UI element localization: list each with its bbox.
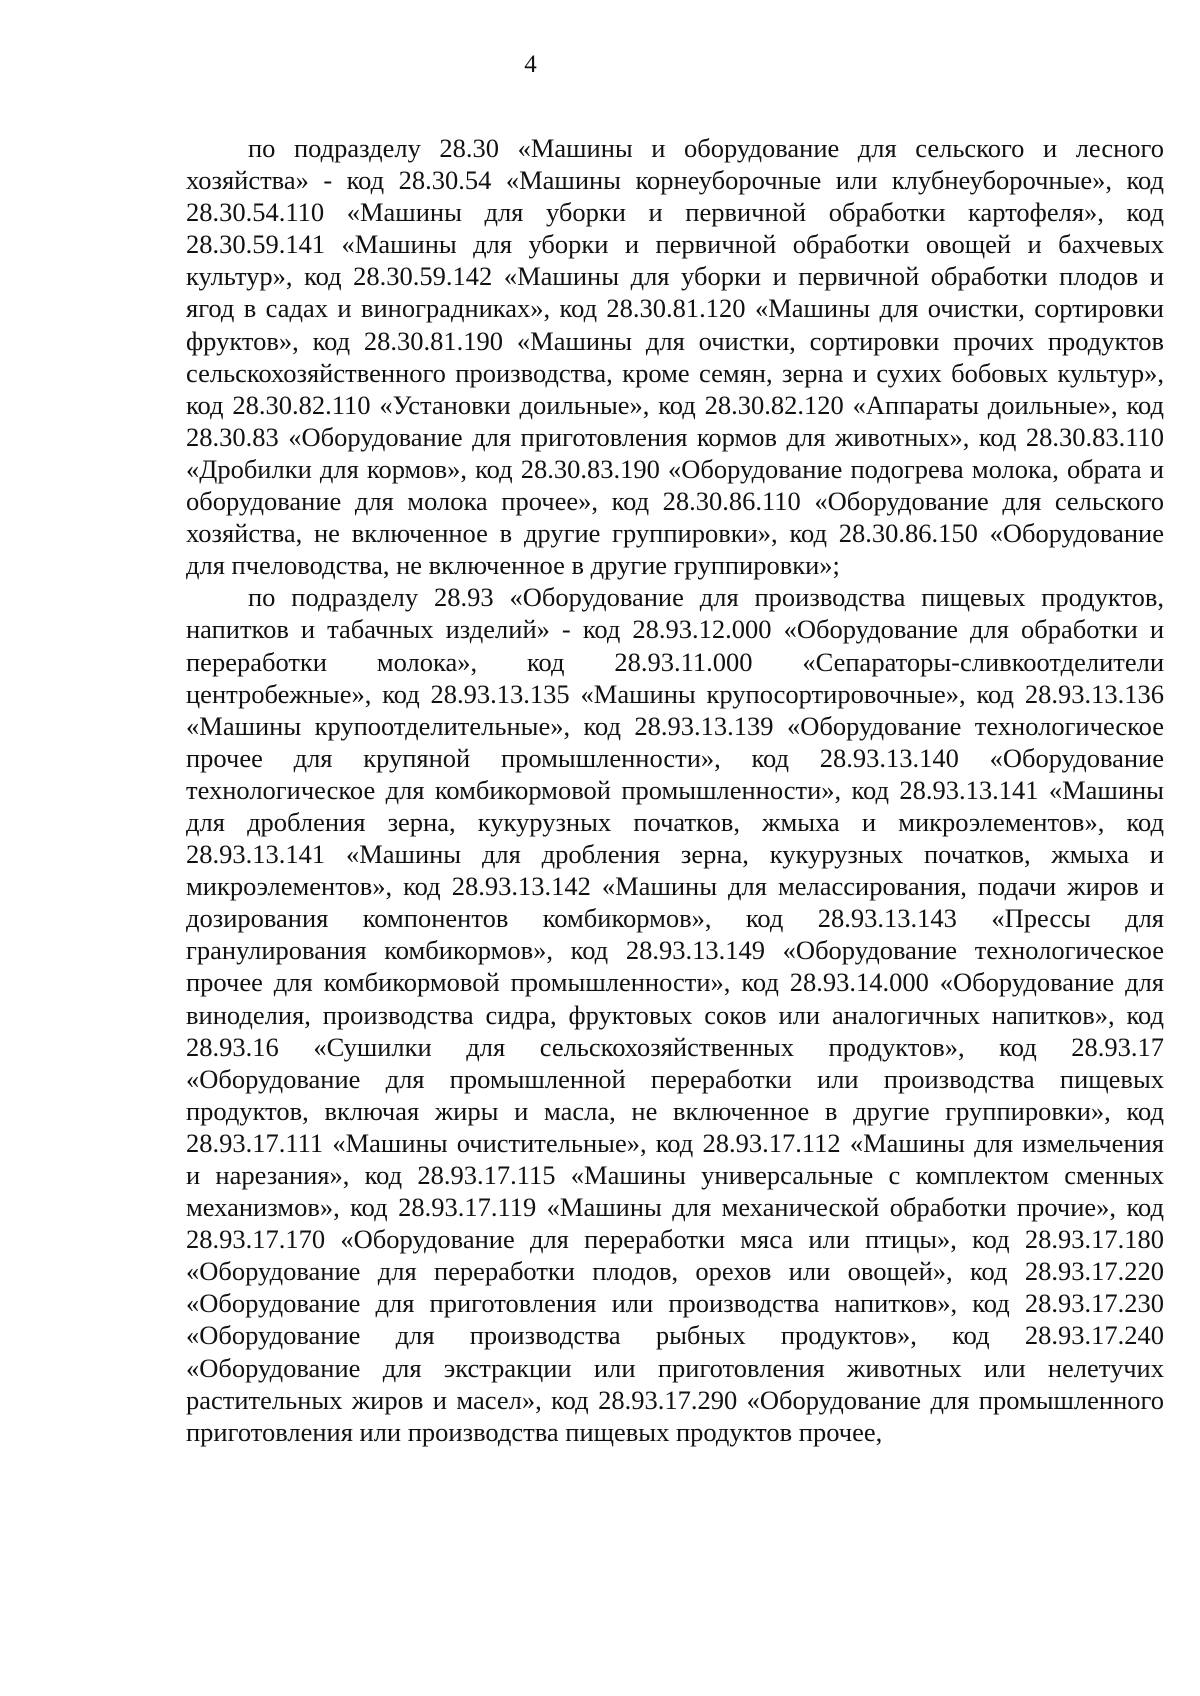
- page-number: 4: [524, 51, 537, 78]
- paragraph-subsection-28-30: по подразделу 28.30 «Машины и оборудование для сельского и лесного хозяйства» - код 28.30.54 «Машины корнеуборочные или клубнеуборочные», код 28.30.54.110 «Машины для уборки и первичной обработки картофеля», код 28.30.59.141 «Машины для уборки и первичной обработки овощей и бахчевых культур», код 28.30.59.142 «Машины для уборки и первичной обработки плодов и ягод в садах и виноградниках», код 28.30.81.120 «Машины для очистки, сортировки фруктов», код 28.30.81.190 «Машины для очистки, сортировки прочих продуктов сельскохозяйственного производства, кроме семян, зерна и сухих бобовых культур», код 28.30.82.110 «Установки доильные», код 28.30.82.120 «Аппараты доильные», код 28.30.83 «Оборудование для приготовления кормов для животных», код 28.30.83.110 «Дробилки для кормов», код 28.30.83.190 «Оборудование подогрева молока, обрата и оборудование для молока прочее», код 28.30.86.110 «Оборудование для сельского хозяйства, не включенное в другие группировки», код 28.30.86.150 «Оборудование для пчеловодства, не включенное в другие группировки»;: [186, 133, 1164, 581]
- paragraph-subsection-28-93: по подразделу 28.93 «Оборудование для производства пищевых продуктов, напитков и табачных изделий» - код 28.93.12.000 «Оборудование для обработки и переработки молока», код 28.93.11.000 «Сепараторы-сливкоотделители центробежные», код 28.93.13.135 «Машины крупосортировочные», код 28.93.13.136 «Машины крупоотделительные», код 28.93.13.139 «Оборудование технологическое прочее для крупяной промышленности», код 28.93.13.140 «Оборудование технологическое для комбикормовой промышленности», код 28.93.13.141 «Машины для дробления зерна, кукурузных початков, жмыха и микроэлементов», код 28.93.13.141 «Машины для дробления зерна, кукурузных початков, жмыха и микроэлементов», код 28.93.13.142 «Машины для мелассирования, подачи жиров и дозирования компонентов комбикормов», код 28.93.13.143 «Прессы для гранулирования комбикормов», код 28.93.13.149 «Оборудование технологическое прочее для комбикормовой промышленности», код 28.93.14.000 «Оборудование для виноделия, производства сидра, фруктовых соков или аналогичных напитков», код 28.93.16 «Сушилки для сельскохозяйственных продуктов», код 28.93.17 «Оборудование для промышленной переработки или производства пищевых продуктов, включая жиры и масла, не включенное в другие группировки», код 28.93.17.111 «Машины очистительные», код 28.93.17.112 «Машины для измельчения и нарезания», код 28.93.17.115 «Машины универсальные с комплектом сменных механизмов», код 28.93.17.119 «Машины для механической обработки прочие», код 28.93.17.170 «Оборудование для переработки мяса или птицы», код 28.93.17.180 «Оборудование для переработки плодов, орехов или овощей», код 28.93.17.220 «Оборудование для приготовления или производства напитков», код 28.93.17.230 «Оборудование для производства рыбных продуктов», код 28.93.17.240 «Оборудование для экстракции или приготовления животных или нелетучих растительных жиров и масел», код 28.93.17.290 «Оборудование для промышленного приготовления или производства пищевых продуктов прочее,: [186, 582, 1164, 1447]
- document-body: [186, 132, 1164, 1448]
